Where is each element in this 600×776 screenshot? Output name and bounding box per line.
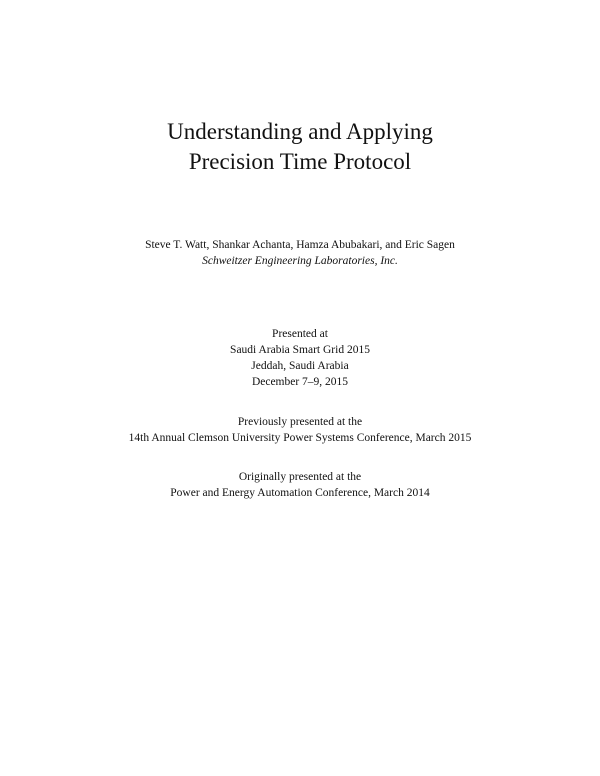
originally-presented-label: Originally presented at the xyxy=(238,471,362,483)
presented-date: December 7–9, 2015 xyxy=(251,376,349,388)
author-list: Steve T. Watt, Shankar Achanta, Hamza Abubakari, and Eric Sagen xyxy=(145,239,455,251)
presented-location: Jeddah, Saudi Arabia xyxy=(251,360,349,372)
presented-event: Saudi Arabia Smart Grid 2015 xyxy=(230,344,370,356)
previously-presented-label: Previously presented at the xyxy=(237,416,363,428)
affiliation: Schweitzer Engineering Laboratories, Inc. xyxy=(202,255,398,267)
originally-presented-event: Power and Energy Automation Conference, March 2014 xyxy=(170,487,430,499)
presented-label: Presented at xyxy=(272,328,328,340)
paper-title-line-2: Precision Time Protocol xyxy=(188,149,412,174)
paper-title-line-1: Understanding and Applying xyxy=(167,119,433,144)
previously-presented-event: 14th Annual Clemson University Power Systems Conference, March 2015 xyxy=(128,432,472,444)
